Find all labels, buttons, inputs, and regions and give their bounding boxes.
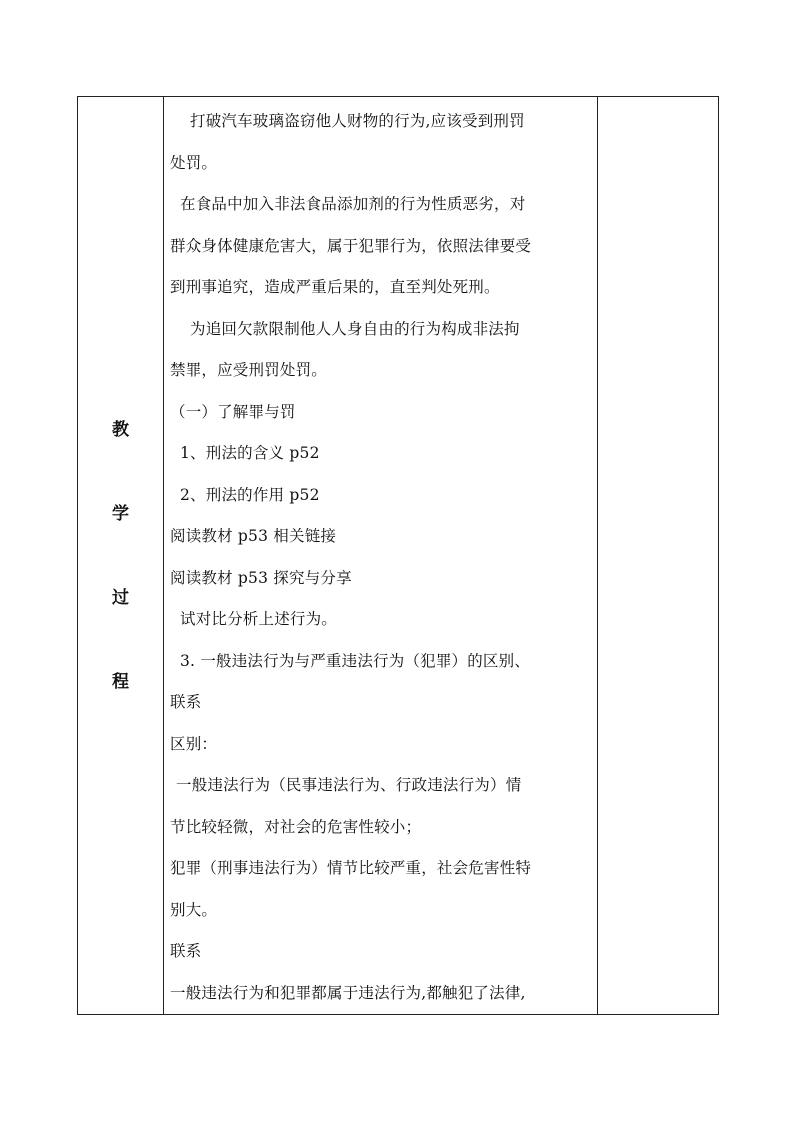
text-line: 联系 <box>170 942 202 960</box>
text-line: 一般违法行为（民事违法行为、行政违法行为）情 <box>176 776 522 794</box>
text-line: 3. 一般违法行为与严重违法行为（犯罪）的区别、 <box>180 651 531 670</box>
text-line: 一般违法行为和犯罪都属于违法行为,都触犯了法律, <box>170 983 526 1002</box>
section-label-char: 教 <box>112 419 129 440</box>
section-label-char: 学 <box>112 503 129 524</box>
section-label-cell <box>78 97 164 1015</box>
text-line: 犯罪（刑事违法行为）情节比较严重，社会危害性特 <box>170 859 532 877</box>
text-line: 节比较轻微，对社会的危害性较小； <box>170 817 422 836</box>
text-line: 为追回欠款限制他人人身自由的行为构成非法拘 <box>190 319 520 338</box>
text-line: 试对比分析上述行为。 <box>180 610 338 628</box>
text-line: 1、刑法的含义 p52 <box>180 444 320 462</box>
text-line: 禁罪，应受刑罚处罚。 <box>170 361 328 379</box>
text-line: 打破汽车玻璃盗窃他人财物的行为,应该受到刑罚 <box>190 112 525 130</box>
text-line: 阅读教材 p53 相关链接 <box>170 527 337 545</box>
lesson-plan-table <box>77 96 719 1015</box>
content-text <box>164 97 597 1014</box>
text-line: 别大。 <box>170 900 218 919</box>
table-row <box>78 97 719 1015</box>
section-label-char: 程 <box>112 671 129 692</box>
text-line: 区别： <box>170 734 218 753</box>
notes-cell <box>598 97 719 1015</box>
text-line: 联系 <box>170 693 202 711</box>
text-line: （一）了解罪与罚 <box>170 402 296 421</box>
section-label-char: 过 <box>112 587 129 608</box>
text-line: 群众身体健康危害大，属于犯罪行为，依照法律要受 <box>170 236 532 255</box>
text-line: 阅读教材 p53 探究与分享 <box>170 568 352 587</box>
text-line: 处罚。 <box>170 153 218 172</box>
text-line: 2、刑法的作用 p52 <box>180 485 320 504</box>
text-line: 在食品中加入非法食品添加剂的行为性质恶劣，对 <box>180 195 526 213</box>
section-label <box>78 97 163 1014</box>
content-cell <box>164 97 598 1015</box>
text-line: 到刑事追究，造成严重后果的，直至判处死刑。 <box>170 278 500 296</box>
